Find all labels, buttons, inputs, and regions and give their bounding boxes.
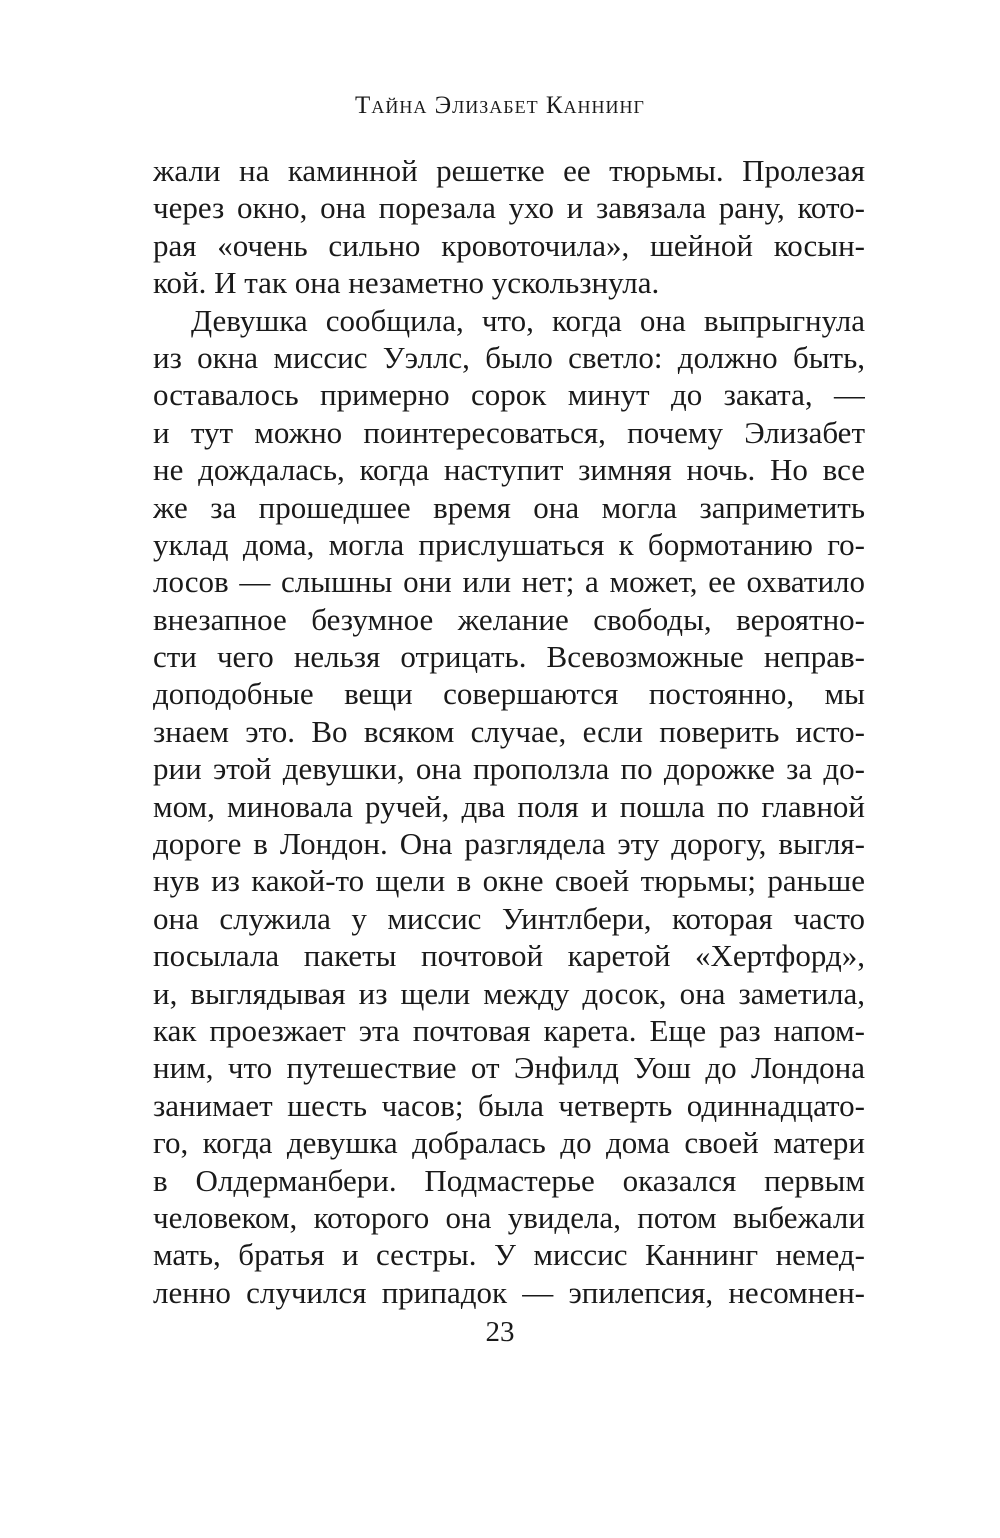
body-text — [153, 152, 865, 1311]
text-line: и тут можно поинтересоваться, почему Элизабет — [153, 414, 865, 450]
text-line: сти чего нельзя отрицать. Всевозможные неправ- — [153, 639, 865, 675]
text-line: дороге в Лондон. Она разглядела эту дорогу, выгля- — [153, 826, 865, 862]
text-line: и, выглядывая из щели между досок, она заметила, — [153, 975, 865, 1011]
text-line: внезапное безумное желание свободы, вероятно- — [153, 601, 865, 637]
text-line: ленно случился припадок — эпилепсия, несомнен- — [153, 1274, 865, 1310]
text-line: рая «очень сильно кровоточила», шейной косын- — [153, 227, 865, 263]
text-line: знаем это. Во всяком случае, если поверить исто- — [153, 713, 865, 749]
text-line: в Олдерманбери. Подмастерье оказался первым — [153, 1162, 865, 1198]
text-line: из окна миссис Уэллс, было светло: должно быть, — [153, 339, 865, 375]
text-line: через окно, она порезала ухо и завязала рану, кото- — [153, 190, 865, 226]
text-line: мом, миновала ручей, два поля и пошла по главной — [153, 788, 865, 824]
text-line: доподобные вещи совершаются постоянно, мы — [153, 676, 865, 712]
text-line: мать, братья и сестры. У миссис Каннинг немед- — [153, 1237, 865, 1273]
text-line: не дождалась, когда наступит зимняя ночь. Но все — [153, 452, 865, 488]
text-line: кой. И так она незаметно ускользнула. — [153, 265, 660, 301]
text-line: нув из какой-то щели в окне своей тюрьмы; раньше — [153, 863, 865, 899]
page-number: 23 — [485, 1316, 515, 1348]
text-line: рии этой девушки, она проползла по дорожке за до- — [153, 751, 865, 787]
text-line: оставалось примерно сорок минут до заката, — — [153, 377, 865, 413]
running-head: Тайна Элизабет Каннинг — [355, 92, 645, 119]
text-line: Девушка сообщила, что, когда она выпрыгнула — [191, 302, 865, 338]
text-line: го, когда девушка добралась до дома своей матери — [153, 1125, 865, 1161]
text-line: же за прошедшее время она могла заприметить — [153, 489, 865, 525]
text-line: ним, что путешествие от Энфилд Уош до Лондона — [153, 1050, 865, 1086]
text-line: лосов — слышны они или нет; а может, ее охватило — [153, 564, 865, 600]
text-line: она служила у миссис Уинтлбери, которая часто — [153, 900, 865, 936]
text-line: посылала пакеты почтовой каретой «Хертфорд», — [153, 938, 865, 974]
text-line: уклад дома, могла прислушаться к бормотанию го- — [153, 526, 865, 562]
text-line: жали на каминной решетке ее тюрьмы. Пролезая — [153, 153, 865, 188]
text-line: занимает шесть часов; была четверть одиннадцато- — [153, 1087, 865, 1123]
text-line: как проезжает эта почтовая карета. Еще раз напом- — [153, 1012, 865, 1048]
text-line: человеком, которого она увидела, потом выбежали — [153, 1199, 865, 1235]
